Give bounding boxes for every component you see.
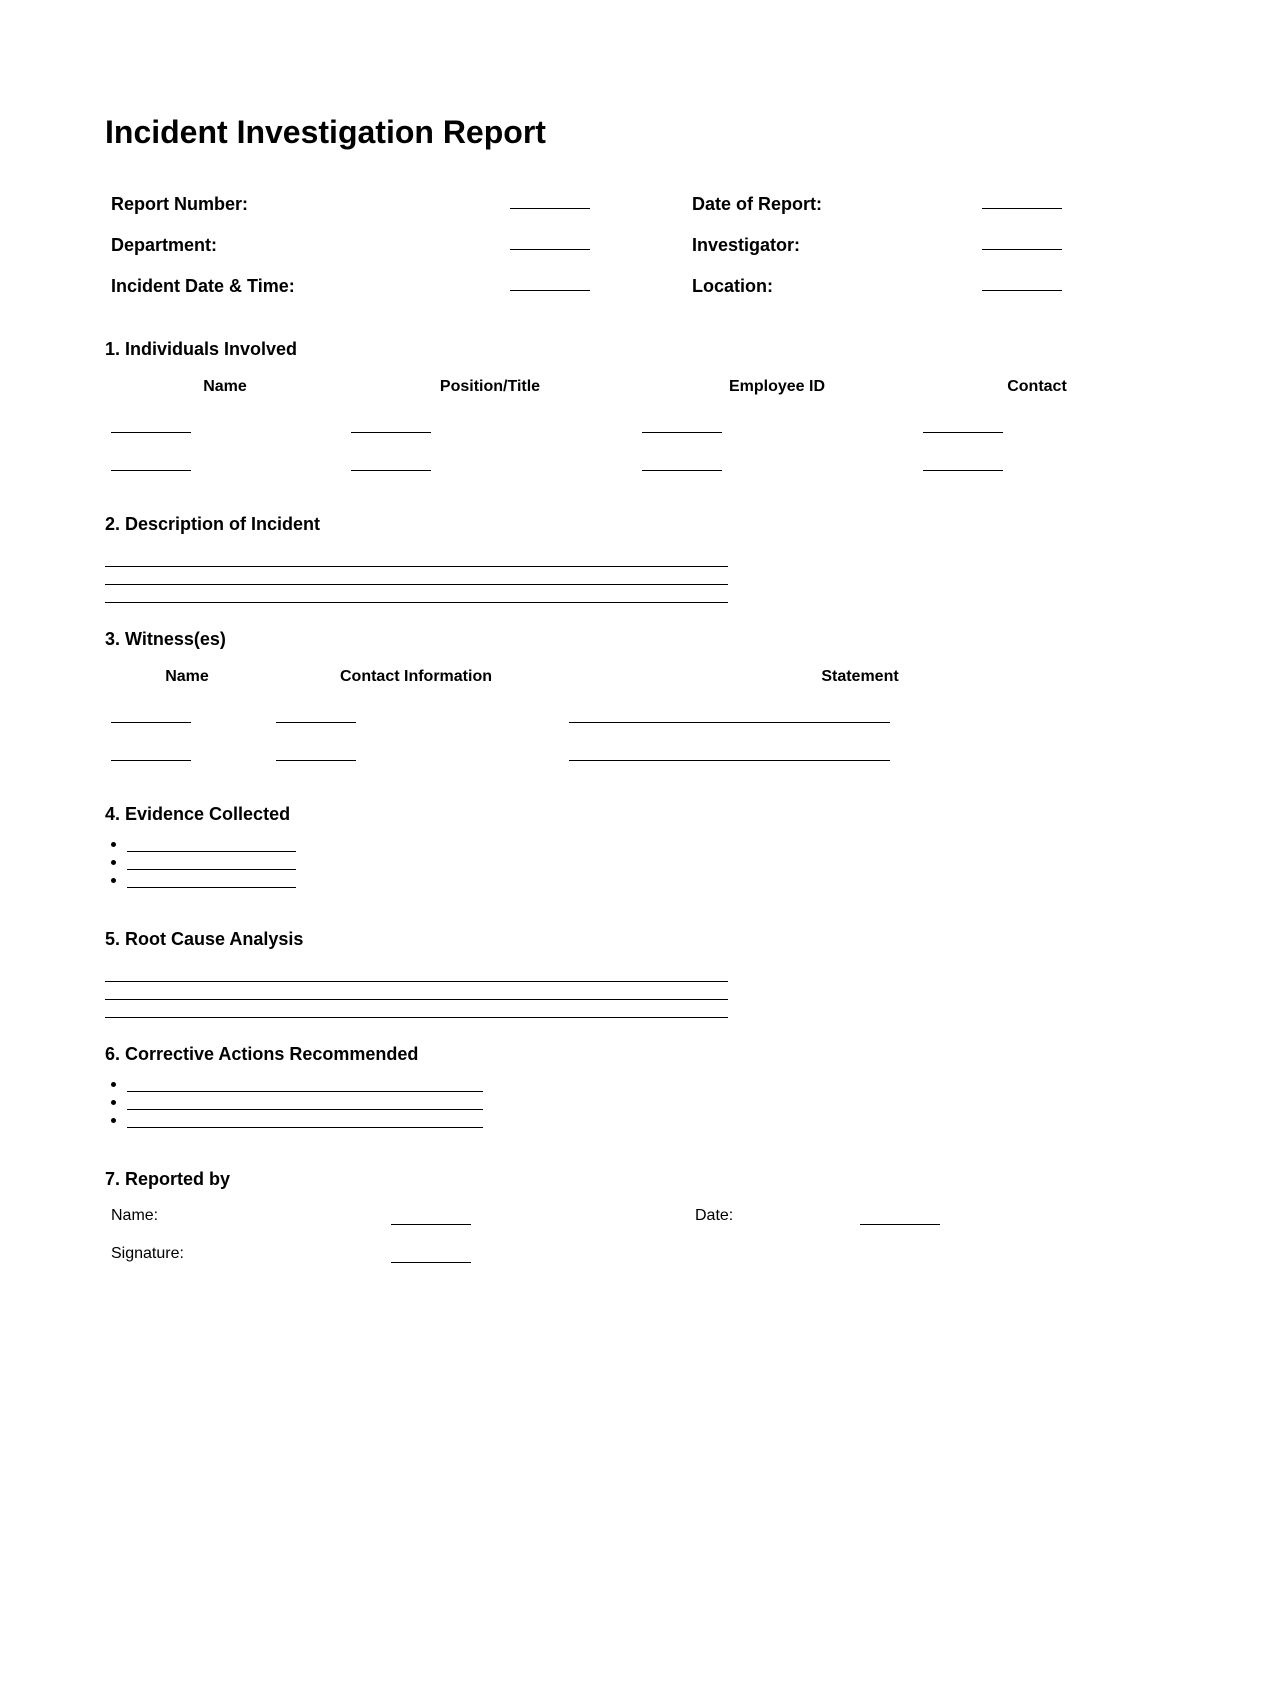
root-cause-line-1[interactable] <box>105 981 728 982</box>
location-label: Location: <box>692 276 773 296</box>
witnesses-col-statement: Statement <box>821 668 899 685</box>
date-of-report-label: Date of Report: <box>692 194 822 214</box>
reporter-signature-field[interactable] <box>391 1262 471 1263</box>
evidence-item-3-field[interactable] <box>127 887 296 888</box>
corrective-item-1-field[interactable] <box>127 1091 483 1092</box>
individual-2-name-field[interactable] <box>111 470 191 471</box>
individual-1-name-field[interactable] <box>111 432 191 433</box>
incident-datetime-field[interactable] <box>510 290 590 291</box>
reporter-name-field[interactable] <box>391 1224 471 1225</box>
witness-1-name-field[interactable] <box>111 722 191 723</box>
reporter-date-field[interactable] <box>860 1224 940 1225</box>
individual-2-contact-field[interactable] <box>923 470 1003 471</box>
date-of-report-field[interactable] <box>982 208 1062 209</box>
bullet-icon <box>111 1100 116 1105</box>
individuals-col-contact: Contact <box>1007 378 1067 395</box>
page-title: Incident Investigation Report <box>105 114 546 150</box>
evidence-item-1-field[interactable] <box>127 851 296 852</box>
witness-2-statement-field[interactable] <box>569 760 890 761</box>
witness-2-contact-field[interactable] <box>276 760 356 761</box>
root-cause-line-2[interactable] <box>105 999 728 1000</box>
individual-2-position-field[interactable] <box>351 470 431 471</box>
reporter-signature-label: Signature: <box>111 1245 184 1262</box>
section-individuals-heading: 1. Individuals Involved <box>105 339 298 359</box>
section-root-cause-heading: 5. Root Cause Analysis <box>105 929 304 949</box>
section-reported-by-heading: 7. Reported by <box>105 1169 231 1189</box>
individuals-col-name: Name <box>203 378 247 395</box>
report-number-label: Report Number: <box>111 194 249 214</box>
section-evidence-heading: 4. Evidence Collected <box>105 804 291 824</box>
bullet-icon <box>111 1118 116 1123</box>
bullet-icon <box>111 1082 116 1087</box>
description-line-2[interactable] <box>105 584 728 585</box>
individual-2-employee-id-field[interactable] <box>642 470 722 471</box>
reporter-name-label: Name: <box>111 1207 159 1224</box>
witness-1-statement-field[interactable] <box>569 722 890 723</box>
section-description-heading: 2. Description of Incident <box>105 514 321 534</box>
department-label: Department: <box>111 235 218 255</box>
individual-1-contact-field[interactable] <box>923 432 1003 433</box>
corrective-item-2-field[interactable] <box>127 1109 483 1110</box>
evidence-item-2-field[interactable] <box>127 869 296 870</box>
individuals-col-employee-id: Employee ID <box>728 378 826 395</box>
reporter-date-label: Date: <box>695 1207 734 1224</box>
individual-1-employee-id-field[interactable] <box>642 432 722 433</box>
witness-1-contact-field[interactable] <box>276 722 356 723</box>
location-field[interactable] <box>982 290 1062 291</box>
department-field[interactable] <box>510 249 590 250</box>
root-cause-line-3[interactable] <box>105 1017 728 1018</box>
incident-datetime-label: Incident Date & Time: <box>111 276 295 296</box>
witnesses-col-contact: Contact Information <box>340 668 492 685</box>
individuals-col-position: Position/Title <box>439 378 541 395</box>
bullet-icon <box>111 860 116 865</box>
individual-1-position-field[interactable] <box>351 432 431 433</box>
section-corrective-heading: 6. Corrective Actions Recommended <box>105 1044 419 1064</box>
corrective-item-3-field[interactable] <box>127 1127 483 1128</box>
witness-2-name-field[interactable] <box>111 760 191 761</box>
section-witnesses-heading: 3. Witness(es) <box>105 629 226 649</box>
bullet-icon <box>111 842 116 847</box>
witnesses-col-name: Name <box>165 668 209 685</box>
report-number-field[interactable] <box>510 208 590 209</box>
description-line-3[interactable] <box>105 602 728 603</box>
bullet-icon <box>111 878 116 883</box>
description-line-1[interactable] <box>105 566 728 567</box>
investigator-label: Investigator: <box>692 235 801 255</box>
investigator-field[interactable] <box>982 249 1062 250</box>
